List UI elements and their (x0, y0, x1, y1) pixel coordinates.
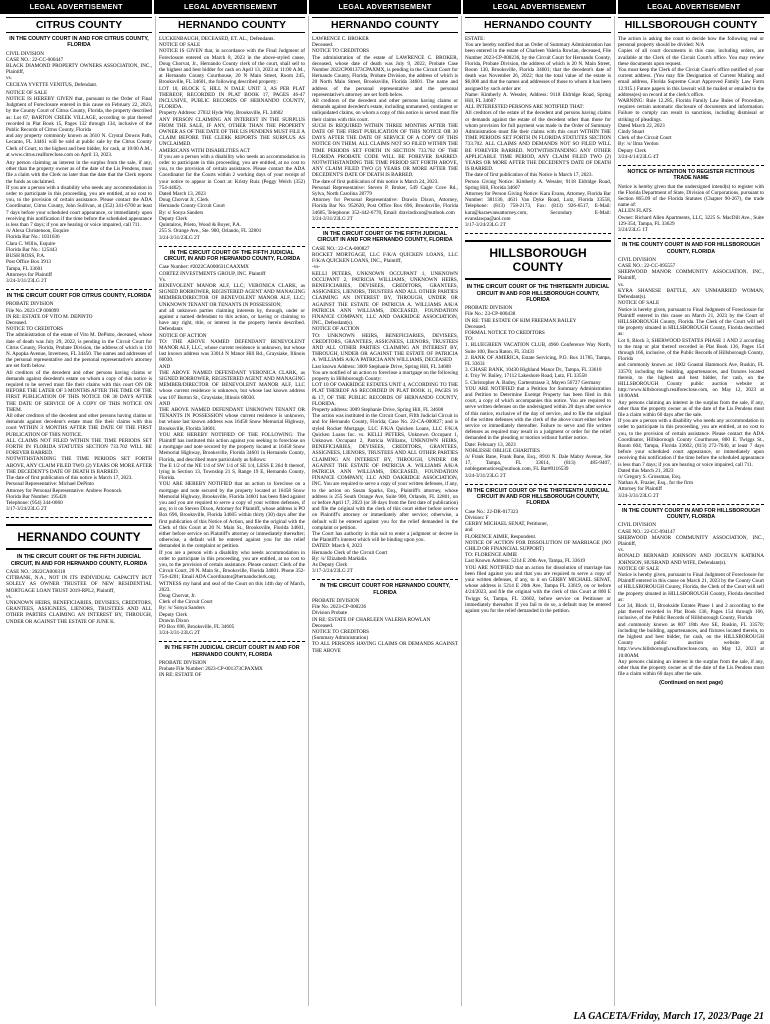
court-heading: IN THE CIRCUIT COURT OF THE FIFTH JUDICIAL CIRCUIT IN AND FOR HERNANDO COUNTY, FLORIDA (317, 231, 453, 244)
legal-advertisement-banner: LEGAL ADVERTISEMENT (0, 0, 152, 14)
column-3 (309, 16, 462, 1006)
column-2 (156, 16, 309, 1006)
legal-advertisement-banner: LEGAL ADVERTISEMENT (618, 0, 770, 14)
court-heading: NOTICE OF INTENTION TO REGISTER FICTITIOUS TRADE NAME (627, 169, 755, 182)
column-5 (615, 16, 767, 1006)
court-heading: IN THE CIRCUIT COURT OF THE FIFTH JUDICIAL CIRCUIT, IN AND FOR HERNANDO COUNTY, FLORIDA (10, 554, 148, 567)
legal-notice (6, 293, 152, 518)
notice-text: CIVIL DIVISION CASE NO.: 22-CC-000447 BLACK DIAMOND PROPERTY OWNERS ASSOCIATION, INC., Plaintiff, vs. CECILYA YVETTE VENITUS, Defendant. (6, 50, 152, 88)
legal-notice (618, 169, 764, 239)
notice-text: PROBATE DIVISION File No.: 23-CP-000438 IN RE: THE ESTATE OF KIM FREEMAN BAILEY Deceased. FORMAL NOTICE TO CREDITORS TO: 1. BLUEGREEN VACATION CLUB, 4960 Conference Way North, Suite 100, Boca Raton, FL 33431 2. BANK OF AMERICA, Estate Servicing, P.O. Box 31785, Tampa, FL 33631 3. CHASE BANK, 10430 Highland Manor Dr., Tampa, FL 33610 4. Troy W. Bailey, 17112 Lakeshore Road, Lutz, FL 33558 5. Christopher A. Bailey, Garterstrasse 3, Mayen 56727 Germany YOU ARE NOTIFIED that a Petition for Summary Administration and Petition to Determine Exempt Property has been filed in this court, a copy of which accompanies this notice. You are required to serve written defenses on the undersigned within 20 days after service of this notice, exclusive of the day of service, and to file the original of the written defenses with the clerk of the above court either before service or immediately thereafter. Failure to serve and file written defenses as required may result in a judgment or order for the relief demanded in the pleading or motion without further notice. Date: February 13, 2023 NOBLESSE OBLIGE CHARITIES /s/ Frank Bane, Frank Bane, Esq., 8910 N. Dale Mabry Avenue, Ste 17, Tampa, FL 33614, (813) 485-9407, noblegatenotices@outlook.com, FL Bar#0116539 3/24-3/31/23LG 2T (465, 305, 611, 479)
legal-notice (465, 284, 611, 485)
notice-text: PROBATE DIVISION Probate File Number: 2023-CP-001373CPAXMX IN RE: ESTATE OF (159, 660, 263, 679)
page-footer: LA GACETA/Friday, March 17, 2023/Page 21 (573, 1011, 764, 1022)
notice-text: NOTICE OF SALE NOTICE IS HEREBY GIVEN that, pursuant to the Order of Final Judgment of Foreclosure entered in this cause on February 22, 2023, by the County Court of Citrus County, Florida, the property described as: Lot 67, BARTON CREEK VILLAGE, according to plat thereof recorded in Plat Book 15, Pages 132 through 134, inclusive of the Public Records of Citrus County, Florida and any property commonly known as 3610 N. Crystal Downs Path, Lecanto, FL 34461 will be sold at public sale by the Citrus County Clerk of Court, to the highest and best bidder, for cash, at 10:00 A.M., at www.citrus.realforeclose.com on April 13, 2023. (6, 89, 152, 158)
court-heading: IN THE CIRCUIT COURT OF THE FIFTH JUDICIAL CIRCUIT, IN AND FOR HERNANDO COUNTY, FLORIDA (163, 249, 301, 262)
notice-text: The action is asking the court to decide how the following real or personal property should be divided: N/A Copies of all court documents in this case, including orders, are available at the Clerk of the Circuit Court's office. You may review these documents upon request. You must keep the Clerk of the Circuit Court's office notified of your current address. (You may file Designation of Current Mailing and email address, Florida Supreme Court Approved Family Law Form 12.915.) Future papers in this lawsuit will be mailed or emailed to the address(es) on record at the clerk's office. WARNING: Rule 12.285, Florida Family Law Rules of Procedure, requires certain automatic disclosure of documents and information. Failure to comply can result in sanctions, including dismissal or striking of pleadings. Dated March 22, 2023 Cindy Stuart Clerk of the Circuit Court By: /s/ Ilma Yerdon Deputy Clerk 3/24-4/14/23LG 4T (618, 36, 764, 160)
notice-columns (3, 16, 767, 1006)
county-section-heading: HERNANDO COUNTY (6, 524, 152, 550)
court-heading: IN THE CIRCUIT COURT FOR HERNANDO COUNTY, FLORIDA (319, 583, 451, 596)
legal-notice (618, 36, 764, 166)
legal-notice (312, 231, 458, 580)
page-header (0, 0, 770, 14)
court-heading: IN THE COUNTY COURT IN AND FOR HILLSBOROUGH COUNTY, FLORIDA (621, 507, 760, 521)
county-section-heading: HILLSBOROUGH COUNTY (465, 240, 611, 280)
court-heading: IN THE FIFTH JUDICIAL CIRCUIT COURT IN AND FOR HERNANDO COUNTY, FLORIDA (164, 645, 300, 658)
notice-text: LUCKENBAUGH, DECEASED, ET. AL., Defendants. NOTICE OF SALE NOTICE IS GIVEN that, in accordance with the Final Judgment of Foreclosure entered on March 8, 2023 in the above-styled cause, Doug Chorvat, Jr., Hernando County clerk of the court, shall sell to the highest and best bidder for cash on April 13, 2023 at 11:00 A.M., at Hernando County Courthouse, 20 N Main Street, Room 245, Brooksville, FL 34601, the following described property: LOT 10, BLOCK 5, HILL N DALE UNIT 3, AS PER PLAT THEREOF, RECORDED IN PLAT BOOK 17, PAGES 46-47 INCLUSIVE, PUBLIC RECORDS OF HERNANDO COUNTY, FLORIDA. Property Address: 27032 Hyde Way, Brooksville, FL 34602 ANY PERSON CLAIMING AN INTEREST IN THE SURPLUS FROM THE SALE, IF ANY, OTHER THAN THE PROPERTY OWNER AS OF THE DATE OF THE LIS PENDENS MUST FILE A CLAIM BEFORE THE CLERK REPORTS THE SURPLUS AS UNCLAIMED. AMERICANS WITH DISABILITIES ACT If you are a person with a disability who needs an accommodation in order to participate in this proceeding, you are entitled, at no cost to you, to the provision of certain assistance. Please contact the ADA Coordinator for the Courts within 2 working days of your receipt of your notice to appear in Court at: Kristy Ruiz (Peggy Welch (352) 754-4402). Dated March 13, 2023 Doug Chorvat Jr., Clerk Hernando County Circuit Court By: s/ Sonya Sanders Deputy Clerk Quintairos, Prieto, Wood & Boyer, P.A. 255 S. Orange Ave., Ste. 900, Orlando, FL 32801 3/24-3/31/23LG 2T (159, 36, 305, 241)
notice-text: CASE NO.: 2022CA000318 CITIBANK, N.A., NOT IN ITS INDIVIDUAL CAPACITY BUT SOLELY AS OWNER TRUSTEE OF NEW RESIDENTIAL MORTGAGE LOAN TRUST 2019-RPL2, Plaintiff, vs. UNKNOWN HEIRS, BENEFICIARIES, DEVISEES, CREDITORS, GRANTEES, ASSIGNEES, LIENORS, TRUSTEES AND ALL OTHER PARTIES CLAIMING AN INTEREST BY, THROUGH, UNDER OR AGAINST THE ESTATE OF JUNE K. (6, 568, 152, 625)
notice-text: CIVIL DIVISION CASE NO.: 22-CC-094147 SHERWOOD MANOR COMMUNITY ASSOCIATION, INC., Plaintiff, vs. RONALD BERNARD JOHNSON AND JOCELYN KATRINA JOHNSON, HUSBAND AND WIFE, Defendant(s). NOTICE OF SALE Notice is hereby given, pursuant to Final Judgment of Foreclosure for Plaintiff entered in this cause on March 21, 2023 by the County Court of HILLSBOROUGH County, Florida, the Clerk of the Court will sell the property situated in HILLSBOROUGH County, Florida described as: Lot 34, Block 11, Brookside Estates Phase 1 and 2 according to the plat thereof recorded in Plat Book 136, Pages 154 through 166, inclusive, of the Public Records of Hillsborough County, Florida and commonly known as 807 18th Ave SE, Ruskin, FL 33570; including the building, appurtenances, and fixtures located therein, to the highest and best bidder, for cash, on the HILLSBOROUGH County public auction website at http://www.hillsborough.realforeclose.com, on May 12, 2023 at 10:00AM. Any persons claiming an interest in the surplus from the sale, if any, other than the property owner as of the date of the Lis Pendens must file a claim within 60 days after the sale. (618, 522, 764, 678)
notice-text: Case Number: #2022CA000631CAAXMX CORTEZ INVESTMENTS GROUP, INC. Plaintiff Vs. BENEVOLENT MANOR ALF, LLC; VERONICA CLARK, as SIGNED BORROWER, REGISTERED AGENT AND MANAGING MEMBER/DIRECTOR OF BENEVOLENT MANOR ALF, LLC; UNKNOWN TENANT OR TENANTS IN POSSESSION; and all unknown parties claiming interests by, through, under or against a named defendant to this action, or having or claiming to have any right, title, or interest in the property herein described. Defendants NOTICE OF ACTION TO: THE ABOVE NAMED DEFENDANT BENEVOLENT MANOR ALF, LLC, whose current residence is unknown, but whose last known address was 33014 N Manor Hill Rd., Graysiake, Illinois 60030. AND THE ABOVE NAMED DEFENDANT VERONICA CLARK, as SIGNED BORROWER, REGISTERED AGENT AND MANAGING MEMBER/DIRECTOR OF BENEVOLENT MANOR ALF, LLC whose current residence is unknown, but whose last known address was 107 Burton St., Graysiake, Illinois 60030. AND THE ABOVE NAMED DEFENDANT UNKNOWN TENANT OR TENANTS IN POSSESSION whose current residence is unknown, but whose last known address was 16458 Snow Memorial Highway, Brooksville, Florida 34601. YOU ARE HEREBY NOTIFIED OF THE FOLLOWING: The Plaintiff has instituted this action against you seeking to foreclose on a mortgage and note secured by the property located at 16458 Snow Memorial Highway, Brooksville, Florida 34601 in Hernando County, Florida, and described more particularly as follows: The E 1/2 of the NE 1/4 of SW 1/4 of SE 1/4, LESS E 264 ft thereof, lying in Section 13, Township 21 S, Range 19 E, Hernando County, Florida. YOU ARE HEREBY NOTIFIED that an action to foreclose on a mortgage and note secured by the property located at 16458 Snow Memorial Highway, Brooksville, Florida 34601 has been filed against you and you are required to serve a copy of your written defenses, if any, to it on Steven Dixon, Attorney for Plaintiff, whose address is PO Box 696, Brooksville, Florida 34605 within thirty (30) days after the first publication of this Notice of Action, and file the original with the Clerk of this Court at 20 N. Main St., Brooksville, Florida 34601, either before service on Plaintiff's attorney or immediately thereafter; otherwise, a default will be entered against you for the relief demanded in the complaint or petition. If you are a person with a disability who needs accommodation in order to participate in this proceeding, you are entitled, at no cost to you, to the provision of certain assistance. Please contact: Clerk of the Circuit Court, 20 N. Main St., Brooksville, Florida 34601. Phone 352-754-4201; Email ADA Coordinator@hernandoclerk.org. WITNESS my hand and seal of the Court on this 14th day of March, 2023. Doug Chorvat, Jr. Clerk of the Circuit Court By: /s/ Sonya Sanders Deputy Clerk Drawin Dixon PO Box 696, Brooksville, FL 34605 3/24-3/31-23LG 2T (159, 264, 305, 637)
legal-notice (159, 36, 305, 247)
legal-notice (465, 36, 611, 234)
county-heading: HERNANDO COUNTY (312, 17, 458, 33)
court-heading: IN THE COUNTY COURT IN AND FOR HILLSBOROUGH COUNTY, FLORIDA (621, 242, 760, 255)
continued-note: (Continued on next page) (659, 680, 723, 687)
county-heading: CITRUS COUNTY (6, 17, 152, 33)
legal-notice (159, 250, 305, 643)
notice-text: ESTATE: You are hereby notified that an Order of Summary Administration has been entered in the estate of Charleen Valeria Rowlan, deceased, File Number 2023-CP-000236, by the Circuit Court for Hernando County, Florida, Probate Division, the address of which is 20 N. Main Street, Room 130, Brooksville, Florida 34601; that the decedent's date of death was November 26, 2022; that the total value of the estate is $6,000 and that the names and addresses of those to whom it has been assigned by such order are: Name: Kimberly A. Wessler, Address: 9118 Eldridge Road, Spring Hill, FL 34607 ALL INTERESTED PERSONS ARE NOTIFIED THAT: All creditors of the estate of the decedent and persons having claims or demands against the estate of the decedent other than those for whom provision for full payment was made in the Order of Summary Administration must file their claims with this court WITHIN THE TIME PERIODS SET FORTH IN FLORIDA STATUTES SECTION 733.702. ALL CLAIMS AND DEMANDS NOT SO FILED WILL BE FOREVER BARRED. NOTWITHSTANDING ANY OTHER APPLICABLE TIME PERIOD, ANY CLAIM FILED TWO (2) YEARS OR MORE AFTER THE DECEDENT'S DATE OF DEATH IS BARRED. The date of first publication of this Notice is March 17, 2023. Person Giving Notice: Kimberly A. Wessler, 9118 Eldridge Road, Spring Hill, Florida 34607 Attorney for Person Giving Notice: Kara Evans, Attorney, Florida Bar Number: 381136, 4631 Van Dyke Road, Lutz, Florida 33558, Telephone: (813) 758-2173, Fax: (813) 926-6517, E-Mail: kara@karaevansattorney.com, Secondary E-Mail: evanslawpa@aol.com 3/17-3/24/23LG 2T (465, 36, 611, 229)
legal-advertisement-banner: LEGAL ADVERTISEMENT (154, 0, 306, 14)
column-1 (3, 16, 156, 1006)
notice-text: CASE NO.: 22-CA-000827 ROCKET MORTGAGE, LLC F/K/A QUICKEN LOANS, LLC F/K/A QUICKEN LOANS, INC., Plaintiff, -vs- KELLI PETERS, UNKNOWN OCCUPANT 1, UNKNOWN OCCUPANT 2, PATRICIA WILLIAMS, UNKNOWN HEIRS, BENEFICIARIES, DEVISEES, CREDITORS, GRANTEES, ASSIGNEES, LIENORS, TRUSTEES AND ALL OTHER PARTIES CLAIMING AN INTEREST BY, THROUGH, UNDER OR AGAINST THE ESTATE OF PATRICIA A. WILLIAMS A/K/A PATRICIA ANN WILLIAMS, DECEASED, FOUNDATION FINANCE COMPANY, LLC AND OAKRIDGE ASSOCIATION, INC., Defendant(s). NOTICE OF ACTION TO: UNKNOWN HEIRS, BENEFICIARIES, DEVISEES, CREDITORS, GRANTEES, ASSIGNEES, LIENORS, TRUSTEES AND ALL OTHER PARTIES CLAIMING AN INTEREST BY, THROUGH, UNDER OR AGAINST THE ESTATE OF PATRICIA A. WILLIAMS A/K/A PATRICIA ANN WILLIAMS, DECEASED Last known Address: 3009 Stephanie Drive, Spring Hill, FL 34608 You are notified of an action to foreclose a mortgage on the following property in Hillsborough County: LOT 10 OF OAKRIDGE ESTATES UNIT 4, ACCORDING TO THE PLAT THEREOF AS RECORDED IN PLAT BOOK 11, PAGES 16 & 17, OF THE PUBLIC RECORDS OF HERNANDO COUNTY, FLORIDA. Property address: 3009 Stephanie Drive, Spring Hill, FL 34608 The action was instituted in the Circuit Court, Fifth Judicial Circuit in and for Hernando County, Florida; Case No. 22-CA-000827; and is styled Rocket Mortgage, LLC F/K/A Quicken Loans, LLC F/K/A Quicken Loans Inc. vs. KELLI PETERS, Unknown Occupant 1, Unknown Occupant 2, Patricia Williams, UNKNOWN HEIRS, BENEFICIARIES, DEVISEES, CREDITORS, GRANTEES, ASSIGNEES, LIENORS, TRUSTEES AND ALL OTHER PARTIES CLAIMING AN INTEREST BY, THROUGH, UNDER OR AGAINST THE ESTATE OF PATRICIA A. WILLIAMS A/K/A PATRICIA ANN WILLIAMS, DECEASED, FOUNDATION FINANCE COMPANY, LLC AND OAKRIDGE ASSOCIATION, INC. You are required to serve a copy of your written defenses, if any, to the action on Susan Sparks, Esq., Plaintiff's attorney, whose address is 255 South Orange Ave, Suite 900, Orlando, FL 32801, on or before April 17, 2023 (or 30 days from the first date of publication) and file the original with the clerk of this court either before service on Plaintiff's attorney or immediately after service; otherwise, a default will be entered against you for the relief demanded in the complaint or petition. The Court has authority in this suit to enter a judgment or decree in the Plaintiff's interest which will be binding upon you. DATED: March 6, 2023 Hernando Clerk of the Circuit Court By: /s/ Elizabeth Markidis As Deputy Clerk 3/17-3/24/23LG 2T (312, 245, 458, 575)
notice-text: Case No.: 22-DR-017323 Division: F GERBY MICHAEL SENAT, Petitioner, and FLORENCE AIMIE, Respondent. NOTICE OF ACTION FOR DISSOLUTION OF MARRIAGE (NO CHILD OR FINANCIAL SUPPORT) TO: FLORENCE AIMIE Last Known Address: 5214 E 20th Ave, Tampa, FL 33619 YOU ARE NOTIFIED that an action for dissolution of marriage has been filed against you and that you are required to serve a copy of your written defenses, if any, to it on GERBY MICHAEL SENAT, whose address is 5214 E 20th Ave, Tampa FL 33619, on or before 4/24/2023, and file the original with the clerk of this Court at 800 E Twiggs St, Tampa, FL 33602, before service on Petitioner or immediately thereafter. If you fail to do so, a default may be entered against you for the relief demanded in the petition. (465, 508, 611, 615)
legal-notice (6, 36, 152, 290)
legal-advertisement-banner: LEGAL ADVERTISEMENT (463, 0, 615, 14)
court-heading: IN THE CIRCUIT COURT OF THE THIRTEENTH JUDICIAL CIRCUIT IN AND FOR HILLSBOROUGH COUNTY, FLORIDA (466, 284, 610, 303)
county-heading: HERNANDO COUNTY (159, 17, 305, 33)
county-heading: HERNANDO COUNTY (465, 17, 611, 33)
notice-text: LAWRENCE C. BROKER Deceased. NOTICE TO CREDITORS The administration of the estate of LAWRENCE C. BROKER, deceased, whose date of death was July 9, 2022, Probate Case Number 2022CP001373CPAXMX, is pending in the Circuit Court for Hernando County, Florida, Probate Division, the address of which is 20 North Main Street, Brooksville, Florida 34601. The name and address of the personal representative and the personal representative's attorney are set forth below. All creditors of the decedent and other persons having claims or demands against decedent's estate, including unmatured, contingent or unliquidated claims, on whom a copy of this notice is served must file their claims with this court. SUCH IS REQUIRED WITHIN THREE MONTHS AFTER THE DATE OF THE FIRST PUBLICATION OF THIS NOTICE OR 30 DAYS AFTER THE DATE OF SERVICE OF A COPY OF THIS NOTICE ON THEM. ALL CLAIMS NOT SO FILED WITHIN THE TIME PERIODS SET FORTH IN SECTION 733.702 OF THE FLORIDA PROBATE CODE WILL BE FOREVER BARRED. NOTWITHSTANDING THE TIME PERIOD SET FORTH ABOVE, ANY CLAIM FILED TWO (2) YEARS OR MORE AFTER THE DECEDENT'S DATE OF DEATH IS BARRED. The date of first publication of this notice is March 24, 2023. Personal Representative: Steven P. Broker, 549 Cagle Cove Rd., Sylva, North Carolina 28779 Attorney for Personal Representative: Drawin Dixon, Attorney, Florida Bar No. 952620, Post Office Box 696, Brooksville, Florida 34605, Telephone: 352-442-6770, Email: dravindixon@outlook.com 3/24-3/31/23LG 2T (312, 36, 458, 222)
notice-text: PROBATE DIVISION File No. 2023 CP 000099 IN RE: ESTATE OF VITO M. DEPINTO Deceased. NOTICE TO CREDITORS The administration of the estate of Vito M. DePinto, deceased, whose date of death was July 29, 2022, is pending in the Circuit Court for Citrus County, Florida, Probate Division, the address of which is 110 N. Apopka Avenue, Inverness, FL 34450. The names and addresses of the personal representative and the personal representative's attorney are set forth below. All creditors of the decedent and other persons having claims or demands against decedent's estate on whom a copy of this notice is required to be served must file their claims with this court ON OR BEFORE THE LATER OF 3 MONTHS AFTER THE TIME OF THE FIRST PUBLICATION OF THIS NOTICE OR 30 DAYS AFTER THE DATE OF SERVICE OF A COPY OF THIS NOTICE ON THEM. All other creditors of the decedent and other persons having claims or demands against decedent's estate must file their claims with this court WITHIN 3 MONTHS AFTER THE DATE OF THE FIRST PUBLICATION OF THIS NOTICE. ALL CLAIMS NOT FILED WITHIN THE TIME PERIODS SET FORTH IN FLORIDA STATUTES SECTION 733.702 WILL BE FOREVER BARRED. NOTWITHSTANDING THE TIME PERIODS SET FORTH ABOVE, ANY CLAIM FILED TWO (2) YEARS OR MORE AFTER THE DECEDENT'S DATE OF DEATH IS BARRED. The date of first publication of this notice is March 17, 2023. Personal Representative: Michael DePinto Attorney for Personal Representative: Andrew Poonock Florida Bar Number: 195420 Telephone: (954) 344-0060 3/17-3/24/23LG 2T (6, 301, 152, 513)
notice-text: CIVIL DIVISION CASE NO.: 22-CC-095557 SHERWOOD MANOR COMMUNITY ASSOCIATION, INC., Plaintiff, vs. KYRA SHANESE BATTLE, AN UNMARRIED WOMAN, Defendant(s). NOTICE OF SALE Notice is hereby given, pursuant to Final Judgment of Foreclosure for Plaintiff entered in this cause on March 21, 2023 by the Court of HILLSBOROUGH County, Florida. The Clerk of the Court will sell the property situated in HILLSBOROUGH County, Florida described as: Lot 6, Block 3, SHERWOOD ESTATES PHASE 1 AND 2 according to the map or plat thereof recorded in Plat Book 136, Pages 154 through 166, inclusive, of the Public Records of Hillsborough County, Florida and commonly known as: 1002 Goastal Hammock Ave, Ruskin, FL 33570; including the building, appurtenances, and fixtures located therein, to the highest and best bidder, for cash, on the HILLSBOROUGH County public auction website at http://www.hillsborough.realforeclose.com, on May 12, 2023 at 10:00AM. Any persons claiming an interest in the surplus from the sale, if any, other than the property owner as of the date of the Lis Pendens must file a claim within 60 days after the sale. If you are a person with a disability who needs any accommodation in order to participate in this proceeding, you are entitled, at no cost to you, to the provision of certain assistance. Please contact the ADA Coordinator, Hillsborough County Courthouse, 800 E. Twiggs St., Room 604, Tampa, Florida 33602, (813) 272-7040, at least 7 days before your scheduled court appearance, or immediately upon receiving this notification if the time before the scheduled appearance is less than 7 days; if you are hearing or voice impaired, call 711. Dated this March 21, 2023 /s/ Gregory S. Grossman, Esq. Nathan A. Frazier, Esq., for the firm Attorney for Plaintiff 3/24-3/31/23LG 2T (618, 256, 764, 499)
notice-text: Notice is hereby given that the undersigned intend(s) to register with the Florida Department of State, Division of Corporations, pursuant to Section 865.09 of the Florida Statutes (Chapter 90-267), the trade name of: ALLEN FLATS Owner: Richard Allen Apartments, LLC, 3225 S. MacDill Ave., Suite 129-354, Tampa, FL 33629 3/24/23LG 1T (618, 183, 764, 234)
legal-notice (618, 242, 764, 505)
legal-advertisement-banner: LEGAL ADVERTISEMENT (309, 0, 461, 14)
court-heading: IN THE COUNTY COURT IN AND FOR CITRUS COUNTY, FLORIDA (9, 36, 149, 49)
notice-text: Any person claiming an interest in the surplus from the sale, if any, other than the property owner as of the date of the Lis Pendens, must file a claim with the Clerk no later than the date that the Clerk reports the funds as unclaimed. If you are a person with a disability who needs any accommodation in order to participate in this proceeding, you are entitled, at no cost to you, to the provision of certain assistance. Please contact the ADA Coordinator, Citrus County, John Sullivan, at (352) 341-6700 at least 7 days before your scheduled court appearance, or immediately upon receiving this notification if the time before the scheduled appearance is less than 7 days; if you are hearing or voice impaired, call 711. /s/ Alexa Christenson, Esquire Florida Bar No.: 1031636 Clara C. Willis, Esquire Florida Bar No.: 125443 BUSH ROSS, P.A. Post Office Box 3913 Tampa, FL 33601 Attorneys for Plaintiff 3/24-3/31/23LG 2T (6, 160, 152, 284)
notice-text: PROBATE DIVISION File No. 2023-CP-000236 Division Probate IN RE: ESTATE OF CHARLEEN VALERIA ROWLAN Deceased. NOTICE TO CREDITORS (Summary Administration) TO ALL PERSONS HAVING CLAIMS OR DEMANDS AGAINST THE ABOVE (312, 598, 458, 654)
column-4 (462, 16, 615, 1006)
court-heading: IN THE CIRCUIT COURT OF THE THIRTEENTH JUDICIAL CIRCUIT IN AND FOR HILLSBOROUGH COUNTY, FLORIDA (466, 487, 610, 507)
legal-notice (312, 36, 458, 228)
court-heading: IN THE CIRCUIT COURT FOR CITRUS COUNTY, FLORIDA (6, 293, 152, 300)
county-heading: HILLSBOROUGH COUNTY (618, 17, 764, 33)
